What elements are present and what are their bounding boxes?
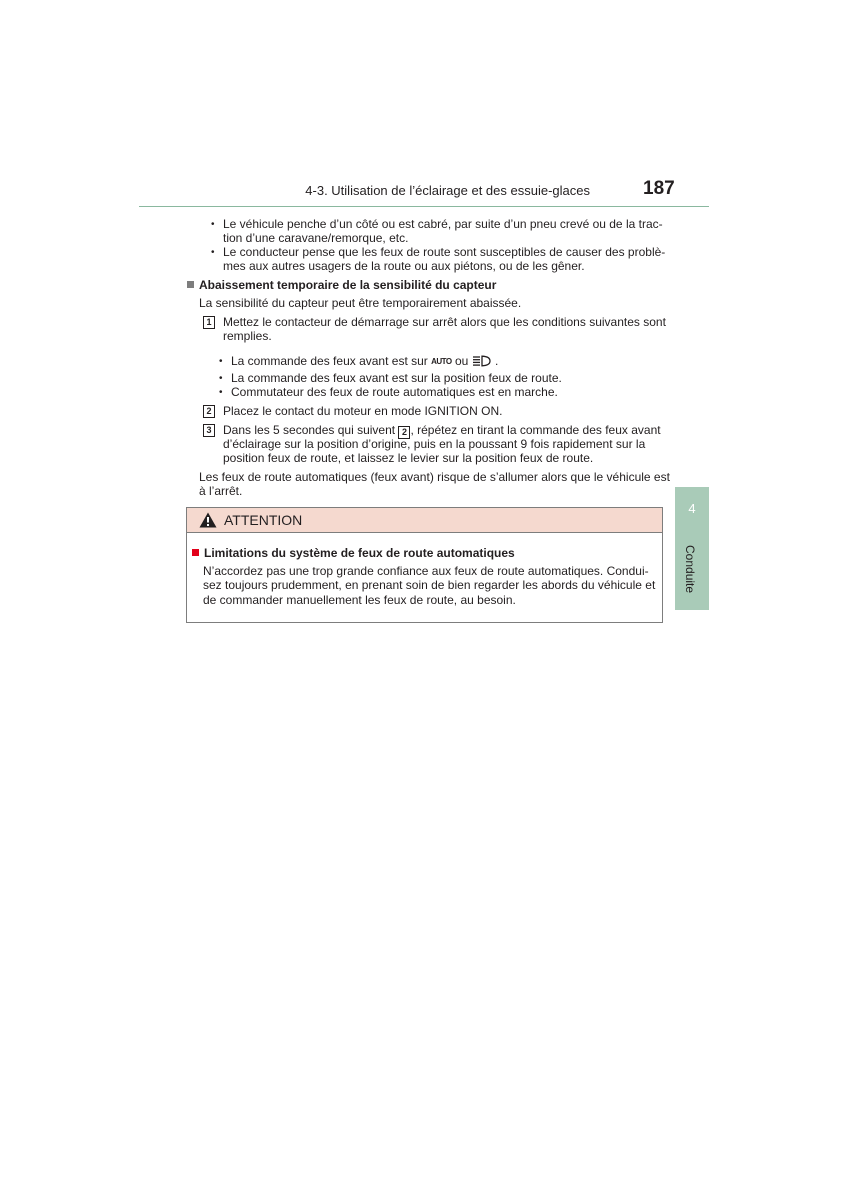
note-line-1: Les feux de route automatiques (feux avant) risque de s’allumer alors que le véhicule est: [199, 470, 670, 484]
bullet-dot: •: [219, 387, 223, 398]
square-bullet-icon: [187, 281, 194, 288]
condition-1: [231, 354, 498, 369]
intro-bullet-1-line-2: tion d’une caravane/remorque, etc.: [223, 231, 409, 245]
section-heading-text: Abaissement temporaire de la sensibilité du capteur: [199, 278, 497, 292]
condition-2: La commande des feux avant est sur la position feux de route.: [231, 371, 562, 385]
header-rule: [139, 206, 709, 207]
section-heading: [187, 278, 496, 292]
attention-subheading-text: Limitations du système de feux de route automatiques: [204, 546, 515, 560]
intro-bullet-2-line-2: mes aux autres usagers de la route ou aux piétons, ou de les gêner.: [223, 259, 585, 273]
high-beam-icon: [472, 355, 492, 367]
attention-line-3: de commander manuellement les feux de route, au besoin.: [203, 593, 516, 607]
step-1-number: 1: [203, 316, 215, 329]
attention-subheading: [192, 546, 515, 560]
section-intro: La sensibilité du capteur peut être temporairement abaissée.: [199, 296, 522, 310]
condition-3: Commutateur des feux de route automatiques est en marche.: [231, 385, 558, 399]
step-1-line-1: Mettez le contacteur de démarrage sur arrêt alors que les conditions suivantes sont: [223, 315, 666, 329]
note-line-2: à l’arrêt.: [199, 484, 243, 498]
step-2-number: 2: [203, 405, 215, 418]
condition-1-end: .: [495, 354, 499, 368]
bullet-dot: •: [211, 219, 215, 230]
bullet-dot: •: [219, 373, 223, 384]
attention-line-1: N’accordez pas une trop grande confiance aux feux de route automatiques. Condui-: [203, 564, 649, 578]
bullet-dot: •: [219, 356, 223, 367]
attention-header: [187, 508, 662, 533]
page-number: 187: [643, 178, 675, 199]
step-1-line-2: remplies.: [223, 329, 272, 343]
warning-triangle-icon: [199, 512, 217, 528]
chapter-number: 4: [688, 501, 696, 516]
step-2-line-1: Placez le contact du moteur en mode IGNITION ON.: [223, 404, 503, 418]
step-3-number: 3: [203, 424, 215, 437]
condition-1-ou: ou: [455, 354, 469, 368]
intro-bullet-1-line-1: Le véhicule penche d’un côté ou est cabré, par suite d’un pneu crevé ou de la trac-: [223, 217, 663, 231]
bullet-dot: •: [211, 247, 215, 258]
step-ref-2: 2: [398, 426, 410, 439]
red-square-icon: [192, 549, 199, 556]
auto-symbol: AUTO: [431, 357, 452, 366]
intro-bullet-2-line-1: Le conducteur pense que les feux de route sont susceptibles de causer des problè-: [223, 245, 666, 259]
step-3-line-3: position feux de route, et laissez le levier sur la position feux de route.: [223, 451, 594, 465]
chapter-label: Conduite: [683, 545, 697, 594]
section-title: 4-3. Utilisation de l’éclairage et des essuie-glaces: [305, 183, 590, 198]
step-3-text-a: Dans les 5 secondes qui suivent: [223, 423, 396, 437]
step-3-text-b: , répétez en tirant la commande des feux avant: [410, 423, 661, 437]
attention-box: [186, 507, 663, 623]
condition-1-text: La commande des feux avant est sur: [231, 354, 428, 368]
attention-title: ATTENTION: [224, 512, 303, 528]
step-3-line-2: d’éclairage sur la position d’origine, puis en la poussant 9 fois rapidement sur la: [223, 437, 646, 451]
attention-line-2: sez toujours prudemment, en prenant soin de bien regarder les abords du véhicule et: [203, 578, 656, 592]
chapter-tab[interactable]: [675, 487, 709, 610]
